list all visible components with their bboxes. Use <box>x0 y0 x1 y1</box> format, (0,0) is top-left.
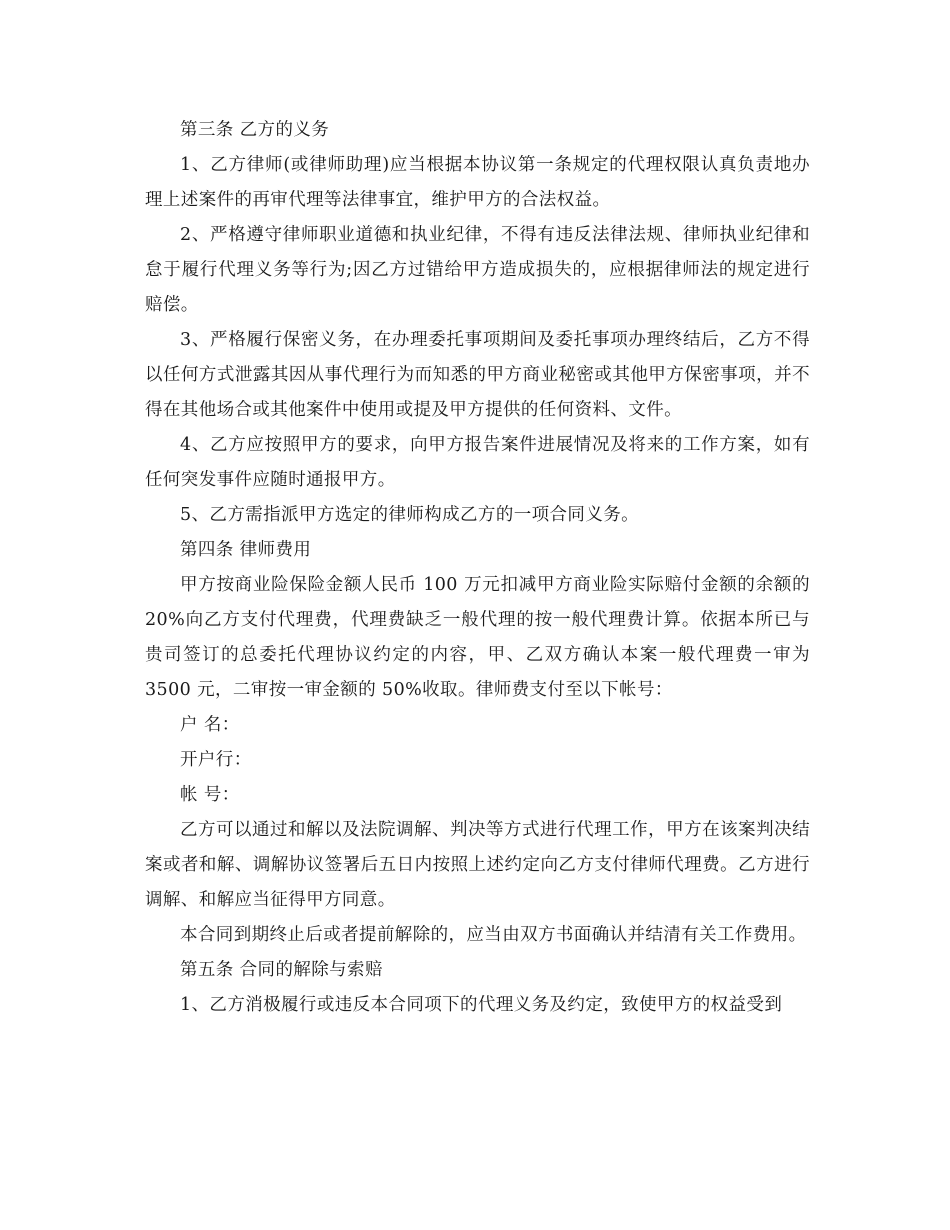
document-page <box>145 113 810 1023</box>
section-heading-article-3: 第三条 乙方的义务 <box>180 120 330 140</box>
account-number-line: 帐 号： <box>180 785 240 805</box>
paragraph: 5、乙方需指派甲方选定的律师构成乙方的一项合同义务。 <box>180 505 640 525</box>
section-heading-article-5: 第五条 合同的解除与索赔 <box>180 960 383 980</box>
paragraph: 甲方按商业险保险金额人民币 100 万元扣减甲方商业险实际赔付金额的余额的 20%向乙方支付代理费，代理费缺乏一般代理的按一般代理费计算。依据本所已与贵司签订的总委托代理协议约定的内容，甲、乙双方确认本案一般代理费一审为 3500 元，二审按一审金额的 50%收取。律师费支付至以下帐号： <box>145 575 810 700</box>
bank-line: 开户行： <box>180 750 252 770</box>
paragraph: 本合同到期终止后或者提前解除的，应当由双方书面确认并结清有关工作费用。 <box>180 925 807 945</box>
paragraph: 1、乙方消极履行或违反本合同项下的代理义务及约定，致使甲方的权益受到 <box>180 995 783 1015</box>
paragraph: 乙方可以通过和解以及法院调解、判决等方式进行代理工作，甲方在该案判决结案或者和解、调解协议签署后五日内按照上述约定向乙方支付律师代理费。乙方进行调解、和解应当征得甲方同意。 <box>145 820 810 910</box>
paragraph: 4、乙方应按照甲方的要求，向甲方报告案件进展情况及将来的工作方案，如有任何突发事件应随时通报甲方。 <box>145 435 810 490</box>
section-heading-article-4: 第四条 律师费用 <box>180 540 312 560</box>
paragraph: 3、严格履行保密义务，在办理委托事项期间及委托事项办理终结后，乙方不得以任何方式泄露其因从事代理行为而知悉的甲方商业秘密或其他甲方保密事项，并不得在其他场合或其他案件中使用或提及甲方提供的任何资料、文件。 <box>145 330 810 420</box>
account-name-line: 户 名： <box>180 715 240 735</box>
paragraph: 1、乙方律师(或律师助理)应当根据本协议第一条规定的代理权限认真负责地办理上述案件的再审代理等法律事宜，维护甲方的合法权益。 <box>145 155 810 210</box>
paragraph: 2、严格遵守律师职业道德和执业纪律，不得有违反法律法规、律师执业纪律和怠于履行代理义务等行为;因乙方过错给甲方造成损失的，应根据律师法的规定进行赔偿。 <box>145 225 810 315</box>
